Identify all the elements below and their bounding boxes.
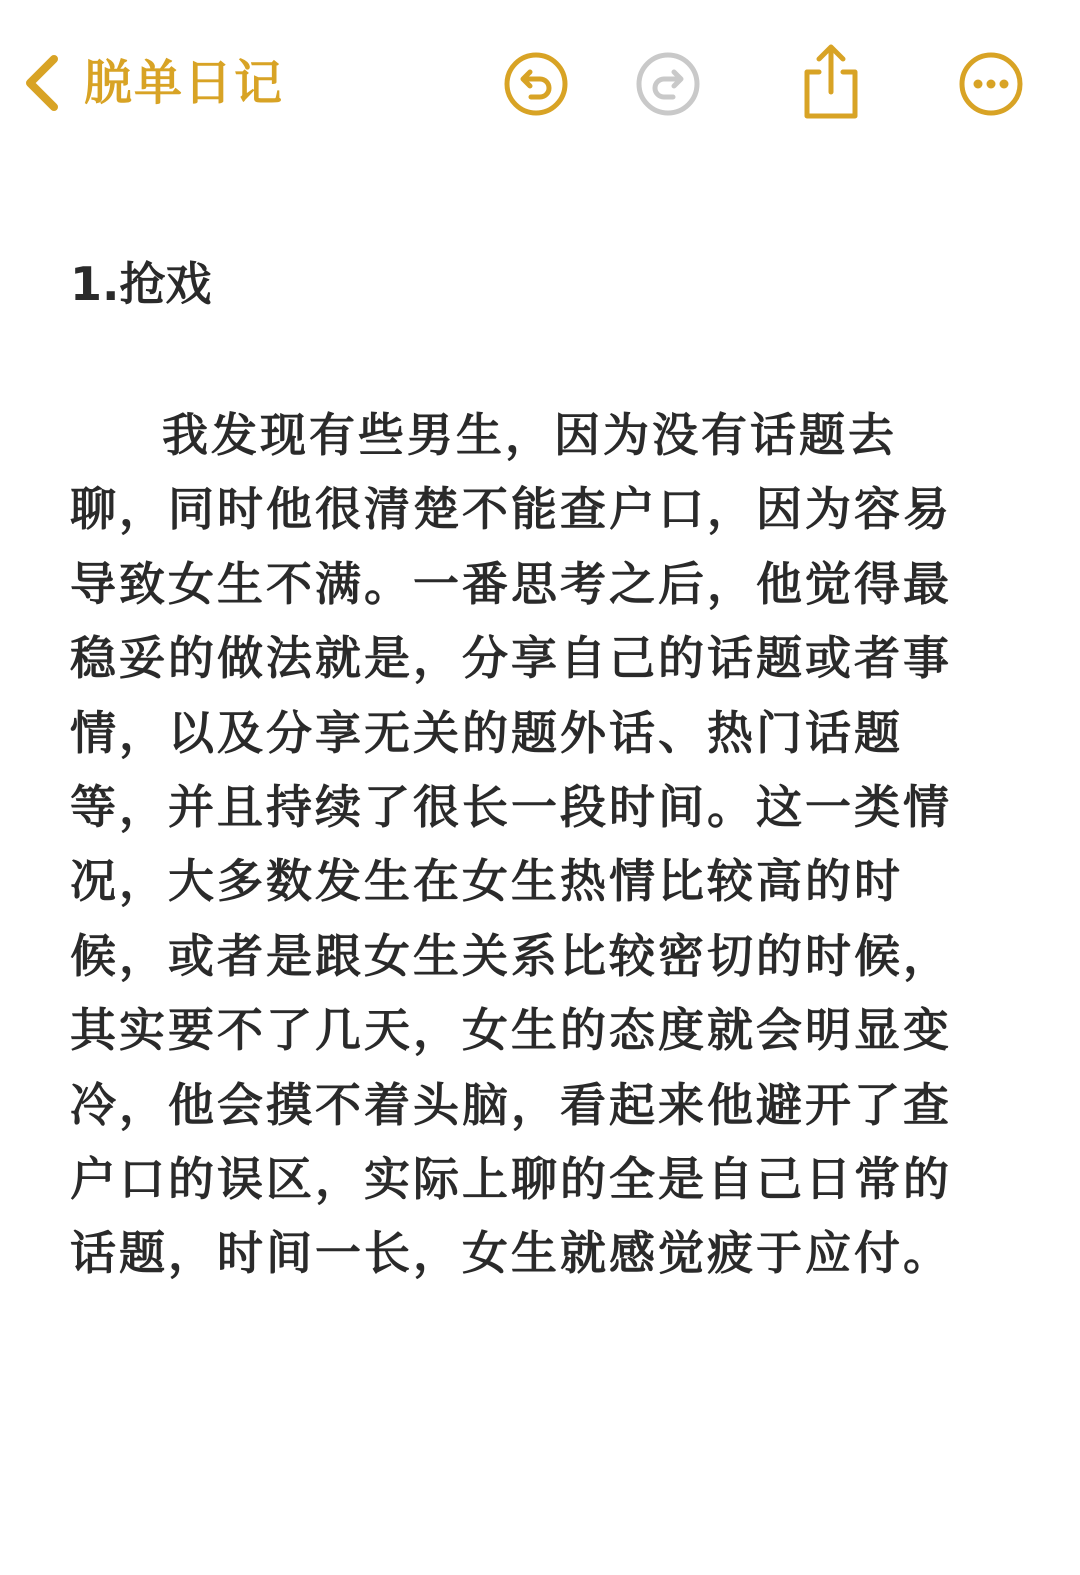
- redo-icon: [634, 50, 702, 118]
- redo-button[interactable]: [634, 50, 702, 118]
- share-icon: [797, 42, 865, 122]
- undo-button[interactable]: [502, 50, 570, 118]
- back-button[interactable]: [22, 50, 284, 116]
- note-line: 聊，同时他很清楚不能查户口，因为容易: [70, 482, 952, 537]
- more-button[interactable]: [957, 50, 1025, 118]
- chevron-left-icon: [22, 53, 62, 113]
- more-icon: [957, 50, 1025, 118]
- note-line: 等，并且持续了很长一段时间。这一类情: [70, 779, 952, 834]
- note-heading: 1.抢戏: [70, 257, 212, 311]
- note-line: 候，或者是跟女生关系比较密切的时候，: [70, 928, 952, 983]
- note-line: 其实要不了几天，女生的态度就会明显变: [70, 1003, 952, 1058]
- share-button[interactable]: [797, 42, 865, 122]
- note-line: 情，以及分享无关的题外话、热门话题: [70, 705, 903, 760]
- note-line: 况，大多数发生在女生热情比较高的时: [70, 854, 903, 909]
- note-line: 冷，他会摸不着头脑，看起来他避开了查: [70, 1077, 952, 1132]
- back-label: 脱单日记: [84, 55, 285, 111]
- note-line: 我发现有些男生，因为没有话题去: [162, 408, 897, 462]
- note-line: 稳妥的做法就是，分享自己的话题或者事: [70, 631, 952, 686]
- note-line: 户口的误区，实际上聊的全是自己日常的: [70, 1151, 952, 1206]
- note-line: 导致女生不满。一番思考之后，他觉得最: [70, 556, 952, 611]
- undo-icon: [502, 50, 570, 118]
- note-line: 话题，时间一长，女生就感觉疲于应付。: [70, 1226, 952, 1281]
- toolbar: [0, 0, 1080, 170]
- note-body[interactable]: [70, 398, 970, 1291]
